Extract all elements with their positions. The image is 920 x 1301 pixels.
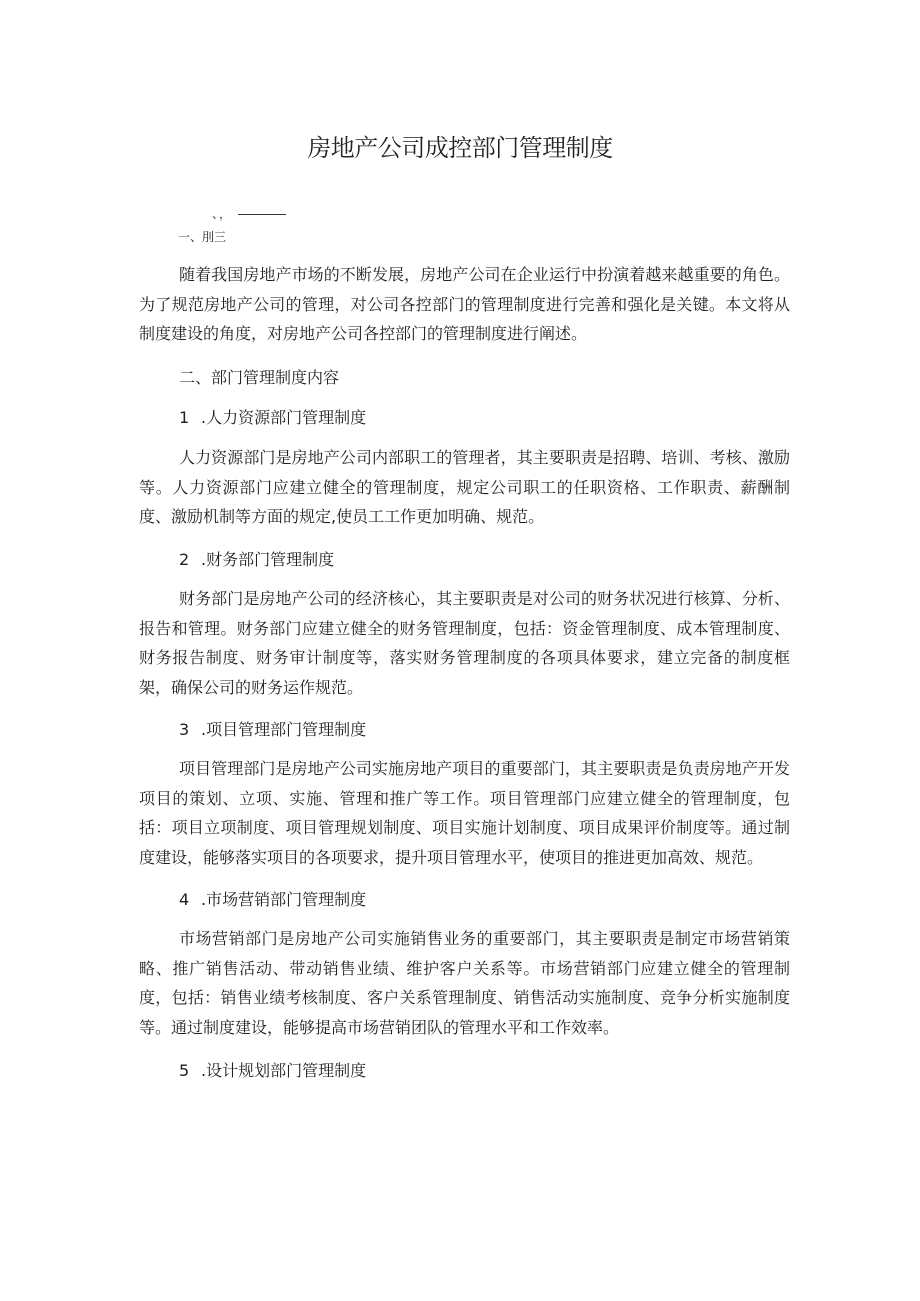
- subsection-title: .项目管理部门管理制度: [201, 720, 367, 739]
- subsection-number: 3: [179, 720, 190, 739]
- subsection-title: .设计规划部门管理制度: [201, 1061, 367, 1080]
- subsection-5-heading: [179, 1058, 366, 1081]
- subsection-title: .市场营销部门管理制度: [201, 890, 367, 909]
- subsection-4-body: 市场营销部门是房地产公司实施销售业务的重要部门，其主要职责是制定市场营销策略、推广销售活动、带动销售业绩、维护客户关系等。市场营销部门应建立健全的管理制度，包括：销售业绩考核制度、客户关系管理制度、销售活动实施制度、竞争分析实施制度等。通过制度建设，能够提高市场营销团队的管理水平和工作效率。: [139, 929, 790, 1037]
- subsection-4-heading: [179, 887, 366, 910]
- subsection-2-heading: [179, 547, 334, 570]
- subsection-title: .人力资源部门管理制度: [201, 408, 367, 427]
- subsection-number: 4: [179, 890, 190, 909]
- stray-mark: [212, 205, 286, 222]
- stray-rule: [238, 214, 286, 215]
- subsection-number: 2: [179, 550, 190, 569]
- subsection-1-body: 人力资源部门是房地产公司内部职工的管理者，其主要职责是招聘、培训、考核、激励等。人力资源部门应建立健全的管理制度，规定公司职工的任职资格、工作职责、薪酬制度、激励机制等方面的规定,使员工工作更加明确、规范。: [139, 448, 790, 526]
- stray-mark-text: 、，: [212, 207, 233, 221]
- subsection-3-body: 项目管理部门是房地产公司实施房地产项目的重要部门，其主要职责是负责房地产开发项目的策划、立项、实施、管理和推广等工作。项目管理部门应建立健全的管理制度，包括：项目立项制度、项目管理规划制度、项目实施计划制度、项目成果评价制度等。通过制度建设，能够落实项目的各项要求，提升项目管理水平，使项目的推进更加高效、规范。: [139, 759, 790, 867]
- section-1-heading: 一、刖三: [178, 230, 227, 244]
- subsection-title: .财务部门管理制度: [201, 550, 335, 569]
- subsection-3-heading: [179, 717, 366, 740]
- subsection-number: 1: [179, 408, 190, 427]
- subsection-number: 5: [179, 1061, 190, 1080]
- document-title: 房地产公司成控部门管理制度: [307, 134, 613, 162]
- subsection-2-body: 财务部门是房地产公司的经济核心，其主要职责是对公司的财务状况进行核算、分析、报告和管理。财务部门应建立健全的财务管理制度，包括：资金管理制度、成本管理制度、财务报告制度、财务审计制度等，落实财务管理制度的各项具体要求，建立完备的制度框架，确保公司的财务运作规范。: [139, 589, 790, 697]
- subsection-1-heading: [179, 405, 366, 428]
- intro-paragraph: 随着我国房地产市场的不断发展，房地产公司在企业运行中扮演着越来越重要的角色。为了规范房地产公司的管理，对公司各控部门的管理制度进行完善和强化是关键。本文将从制度建设的角度，对房地产公司各控部门的管理制度进行阐述。: [139, 265, 790, 343]
- section-2-heading: 二、部门管理制度内容: [179, 368, 340, 387]
